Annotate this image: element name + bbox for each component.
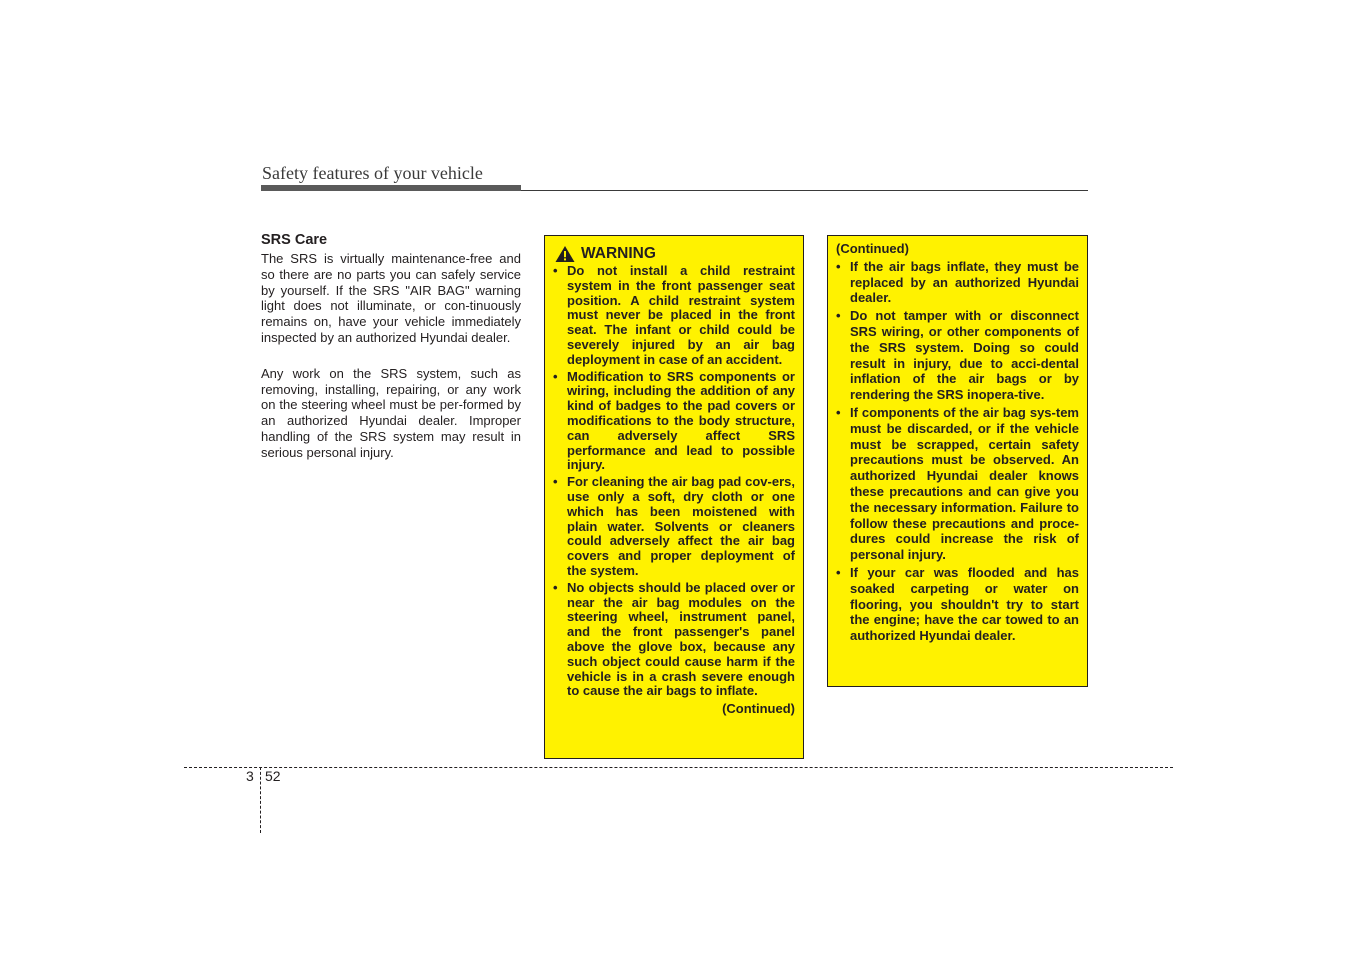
warning-item: • Do not install a child restraint system in the front passenger seat position. A child restraint system must never be placed in the front seat. The infant or child could be severely injured by an air bag deployment in case of an accident. [553,264,795,368]
header-accent-bar [261,185,521,191]
warning-item: • If your car was flooded and has soaked carpeting or water on flooring, you shouldn't try to start the engine; have the car towed to an authorized Hyundai dealer. [836,565,1079,644]
section-title: SRS Care [261,232,328,248]
warning-header [555,245,795,263]
warning-item: • Modification to SRS components or wiring, including the addition of any kind of badges to the pad covers or modifications to the body structure, can adversely affect SRS performance and lead to possible injury. [553,370,795,474]
warning-item: • Do not tamper with or disconnect SRS wiring, or other components of the SRS system. Doing so could result in injury, due to acci-dental inflation of the air bags or by rendering the SRS inopera-tive. [836,308,1079,403]
footer-dashed-rule [184,767,1173,768]
continued-label: (Continued) [836,241,909,256]
warning-item: • No objects should be placed over or near the air bag modules on the steering wheel, instrument panel, and the front passenger's panel above the glove box, because any such object could cause harm if the vehicle is in a crash severe enough to cause the air bags to inflate. [553,581,795,699]
warning-box [544,235,804,759]
warning-continued-list [836,259,1079,644]
paragraph-maintenance: The SRS is virtually maintenance-free and so there are no parts you can safely service by yourself. If the SRS "AIR BAG" warning light does not illuminate, or con-tinuously remains on, have your vehicle immediately inspected by an authorized Hyundai dealer. [261,251,521,345]
continued-label: (Continued) [722,701,795,717]
warning-item: • If components of the air bag sys-tem must be discarded, or if the vehicle must be scrapped, certain safety precautions must be observed. An authorized Hyundai dealer knows these precautions and can give you the necessary information. Failure to follow these precautions and proce-dures could increase the risk of personal injury. [836,405,1079,563]
footer-dashed-divider [260,767,261,833]
paragraph-srs-work: Any work on the SRS system, such as removing, installing, repairing, or any work on the steering wheel must be per-formed by an authorized Hyundai dealer. Improper handling of the SRS system may result in serious personal injury. [261,365,521,460]
warning-continued-box [827,235,1088,687]
warning-list [553,264,795,699]
chapter-number: 3 [246,768,254,784]
warning-item: • If the air bags inflate, they must be replaced by an authorized Hyundai dealer. [836,259,1079,306]
page-number: 52 [265,768,281,784]
header-rule [521,190,1088,191]
warning-item: • For cleaning the air bag pad cov-ers, use only a soft, dry cloth or one which has been moistened with plain water. Solvents or cleaners could adversely affect the air bag covers and proper deployment of the system. [553,475,795,579]
srs-care-section [261,232,521,481]
warning-triangle-icon [555,245,575,263]
warning-heading: WARNING [581,244,656,262]
page-header-title: Safety features of your vehicle [262,163,483,183]
